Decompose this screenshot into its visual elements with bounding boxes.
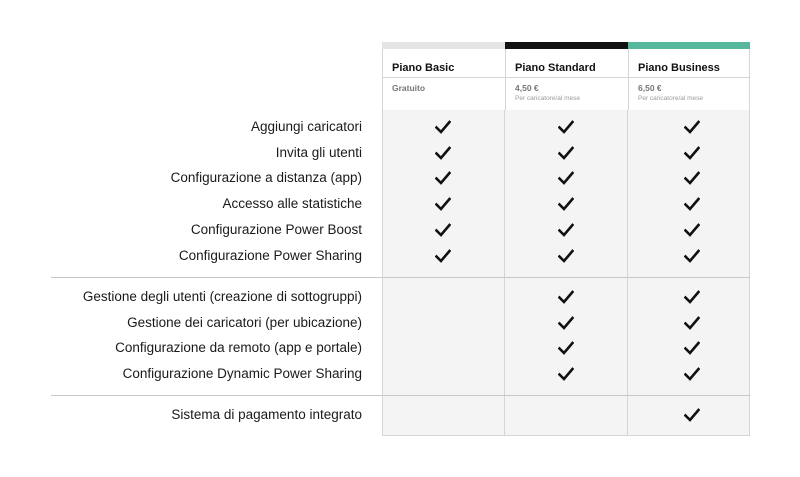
plan-business-price-note: Per caricatore/al mese xyxy=(638,95,704,102)
column-divider xyxy=(627,110,628,436)
checkmark-icon xyxy=(558,367,574,381)
checkmark-icon xyxy=(558,171,574,185)
checkmark-icon xyxy=(558,223,574,237)
checkmark-icon xyxy=(684,197,700,211)
feature-label: Gestione dei caricatori (per ubicazione) xyxy=(127,314,362,330)
column-divider xyxy=(749,110,750,436)
table-bottom-border xyxy=(382,435,750,436)
feature-label: Configurazione a distanza (app) xyxy=(170,170,362,186)
checkmark-icon xyxy=(558,290,574,304)
checkmark-icon xyxy=(684,290,700,304)
column-divider xyxy=(504,110,505,436)
feature-label: Aggiungi caricatori xyxy=(250,119,362,134)
plan-header xyxy=(382,42,750,112)
checkmark-icon xyxy=(684,408,700,422)
plan-standard-price-cell xyxy=(505,78,628,112)
plan-basic-accent-bar xyxy=(382,42,505,49)
plan-business-price: 6,50 € xyxy=(638,83,662,93)
checkmark-icon xyxy=(435,171,451,185)
checkmark-icon xyxy=(684,341,700,355)
checkmark-icon xyxy=(684,367,700,381)
checkmark-icon xyxy=(558,249,574,263)
plan-business-name: Piano Business xyxy=(628,49,750,78)
feature-label: Accesso alle statistiche xyxy=(222,196,362,212)
checkmark-icon xyxy=(684,316,700,330)
plan-basic-name: Piano Basic xyxy=(382,49,505,78)
checkmark-icon xyxy=(558,120,574,134)
feature-label: Sistema di pagamento integrato xyxy=(171,407,362,422)
plan-standard-accent-bar xyxy=(505,42,628,49)
group-separator xyxy=(51,277,750,278)
feature-label: Invita gli utenti xyxy=(275,144,362,160)
plan-standard-name: Piano Standard xyxy=(505,49,628,78)
feature-label: Configurazione Power Boost xyxy=(190,221,362,237)
feature-label: Configurazione Dynamic Power Sharing xyxy=(122,366,362,382)
checkmark-icon xyxy=(435,146,451,160)
checkmark-icon xyxy=(435,223,451,237)
feature-label: Gestione degli utenti (creazione di sottogruppi) xyxy=(82,289,362,304)
checkmark-icon xyxy=(435,197,451,211)
checkmark-icon xyxy=(684,223,700,237)
group-separator xyxy=(51,395,750,396)
plan-standard-price: 4,50 € xyxy=(515,83,539,93)
feature-label: Configurazione Power Sharing xyxy=(178,247,362,263)
checkmark-icon xyxy=(684,146,700,160)
checkmark-icon xyxy=(684,249,700,263)
checkmark-icon xyxy=(684,120,700,134)
plan-basic-price: Gratuito xyxy=(392,83,426,93)
feature-label: Configurazione da remoto (app e portale) xyxy=(115,340,362,356)
checkmark-icon xyxy=(558,341,574,355)
checkmark-icon xyxy=(558,316,574,330)
checkmark-icon xyxy=(558,197,574,211)
column-divider xyxy=(382,110,383,436)
plan-business-accent-bar xyxy=(628,42,750,49)
checkmark-icon xyxy=(684,171,700,185)
plan-basic-price-cell xyxy=(382,78,505,112)
checkmark-icon xyxy=(435,120,451,134)
checkmark-icon xyxy=(558,146,574,160)
checkmark-icon xyxy=(435,249,451,263)
plan-standard-price-note: Per caricatore/al mese xyxy=(515,95,581,102)
plan-business-price-cell xyxy=(628,78,750,112)
